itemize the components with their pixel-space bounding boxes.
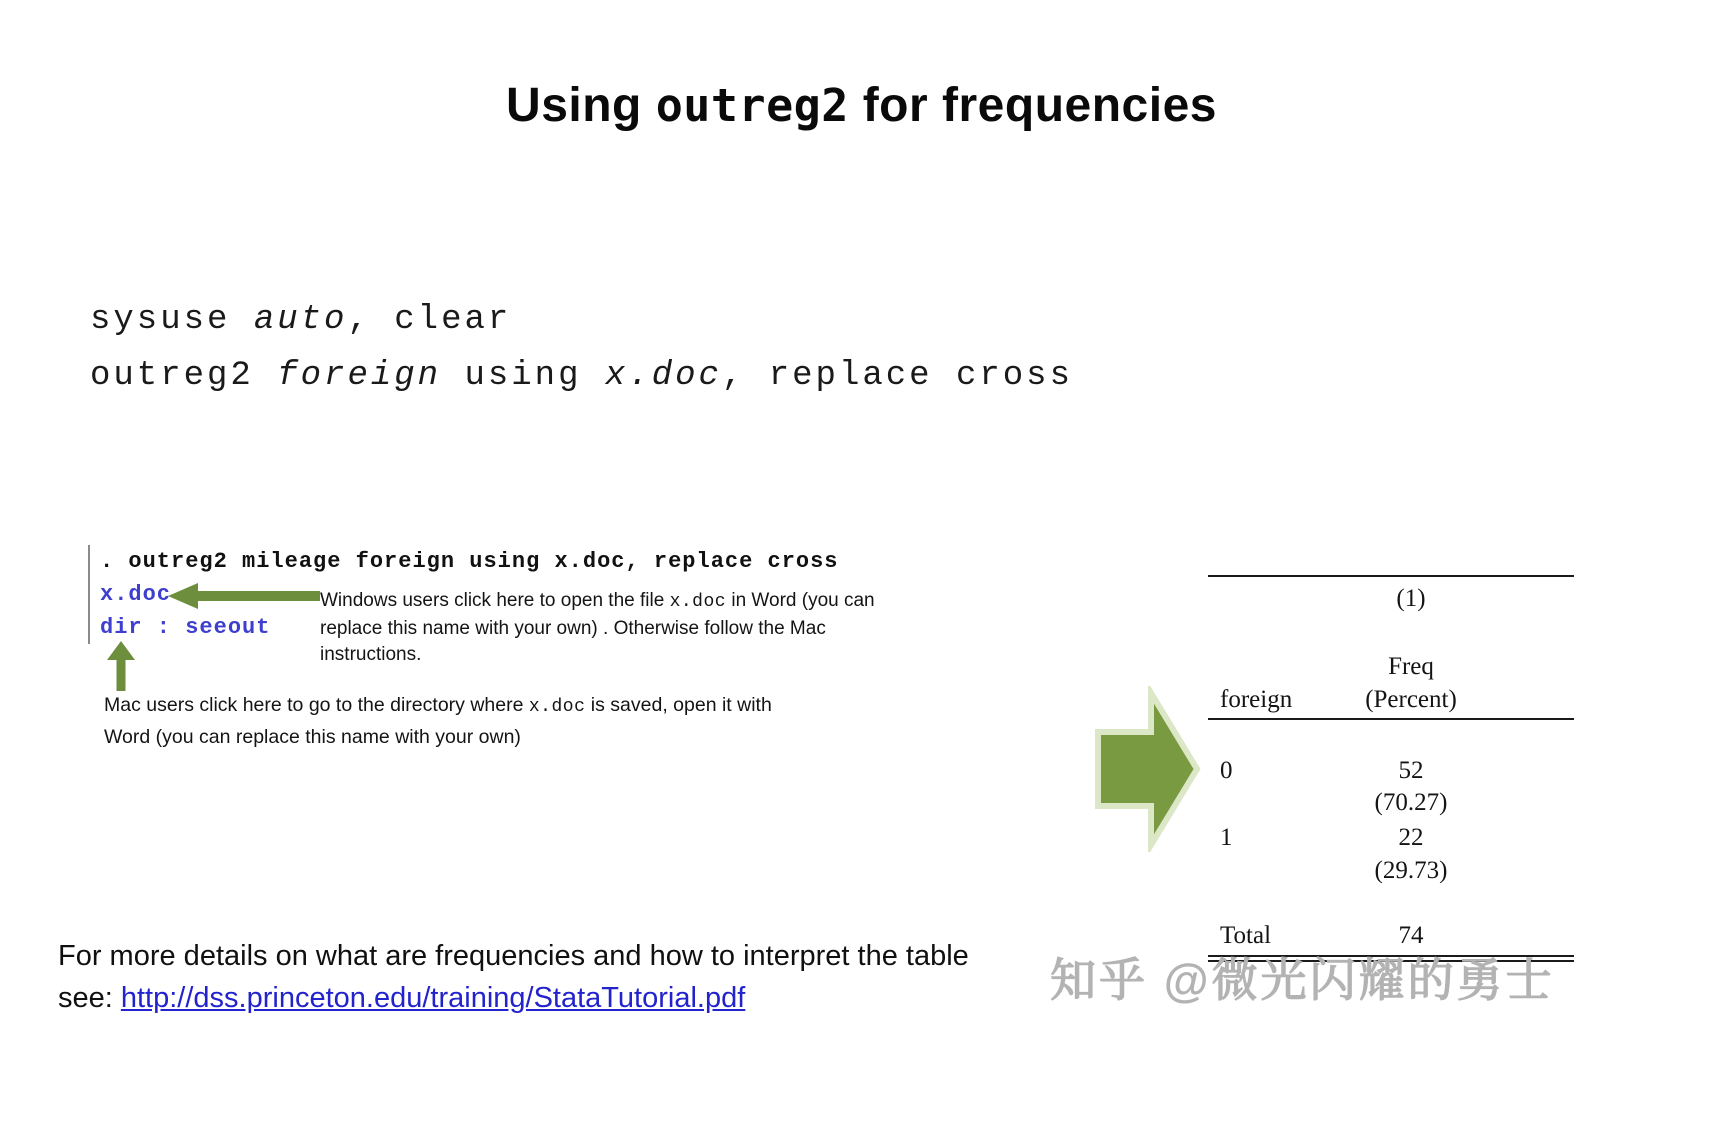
table-row bbox=[1208, 824, 1574, 851]
footer-note bbox=[58, 935, 1020, 1019]
code-italic-foreign: foreign bbox=[277, 357, 442, 395]
left-arrow-icon bbox=[168, 581, 320, 611]
right-block-arrow-icon bbox=[1094, 686, 1204, 852]
total-label: Total bbox=[1220, 922, 1272, 949]
code-line-sysuse: sysuse auto, clear bbox=[90, 301, 512, 339]
freq-label: Freq bbox=[1388, 653, 1434, 680]
title-prefix: Using bbox=[506, 79, 656, 132]
title-code-word: outreg2 bbox=[655, 79, 849, 132]
category-value: 0 bbox=[1220, 757, 1233, 784]
category-value: 1 bbox=[1220, 824, 1233, 851]
stata-link-dir-seeout[interactable]: dir : seeout bbox=[100, 615, 271, 640]
table-row-percent bbox=[1208, 857, 1574, 884]
code-italic-xdoc: x.doc bbox=[604, 357, 722, 395]
table-row bbox=[1208, 757, 1574, 784]
up-arrow-icon bbox=[106, 641, 136, 691]
table-top-rule bbox=[1208, 575, 1574, 577]
table-freq-label-row bbox=[1208, 653, 1574, 680]
total-freq-value: 74 bbox=[1398, 922, 1424, 949]
table-header-rule bbox=[1208, 718, 1574, 720]
page-title bbox=[0, 78, 1723, 133]
zhihu-watermark: 知乎 @微光闪耀的勇士 bbox=[1050, 954, 1555, 1006]
frequency-table bbox=[1208, 560, 1574, 962]
inline-xdoc-filename: x.doc bbox=[528, 697, 586, 717]
percent-value: (70.27) bbox=[1374, 789, 1448, 816]
inline-xdoc-filename: x.doc bbox=[669, 592, 727, 612]
mac-users-note: Mac users click here to go to the directory where x.doc is saved, open it with Word (you can replace this name with your own) bbox=[104, 694, 772, 748]
stata-link-xdoc[interactable]: x.doc bbox=[100, 582, 172, 607]
code-line-outreg2: outreg2 foreign using x.doc, replace cross bbox=[90, 357, 1073, 395]
percent-label: (Percent) bbox=[1365, 686, 1457, 713]
windows-users-note: Windows users click here to open the file x.doc in Word (you can replace this name with your own) . Otherwise follow the Mac instructions. bbox=[320, 590, 875, 665]
percent-value: (29.73) bbox=[1374, 857, 1448, 884]
table-header-row bbox=[1208, 686, 1574, 713]
footer-text: For more details on what are frequencies and how to interpret the table see: bbox=[58, 940, 969, 1014]
code-italic-auto: auto bbox=[253, 301, 348, 339]
row-variable-label: foreign bbox=[1220, 686, 1293, 713]
column-header: (1) bbox=[1396, 585, 1426, 612]
stata-command-line: . outreg2 mileage foreign using x.doc, replace cross bbox=[100, 549, 839, 574]
freq-value: 22 bbox=[1398, 824, 1424, 851]
table-row-percent bbox=[1208, 789, 1574, 816]
tutorial-pdf-link[interactable]: http://dss.princeton.edu/training/StataTutorial.pdf bbox=[120, 982, 746, 1014]
stata-code-block bbox=[90, 292, 1073, 404]
table-column-header-row bbox=[1208, 585, 1574, 612]
freq-value: 52 bbox=[1398, 757, 1424, 784]
title-suffix: for frequencies bbox=[848, 79, 1217, 132]
